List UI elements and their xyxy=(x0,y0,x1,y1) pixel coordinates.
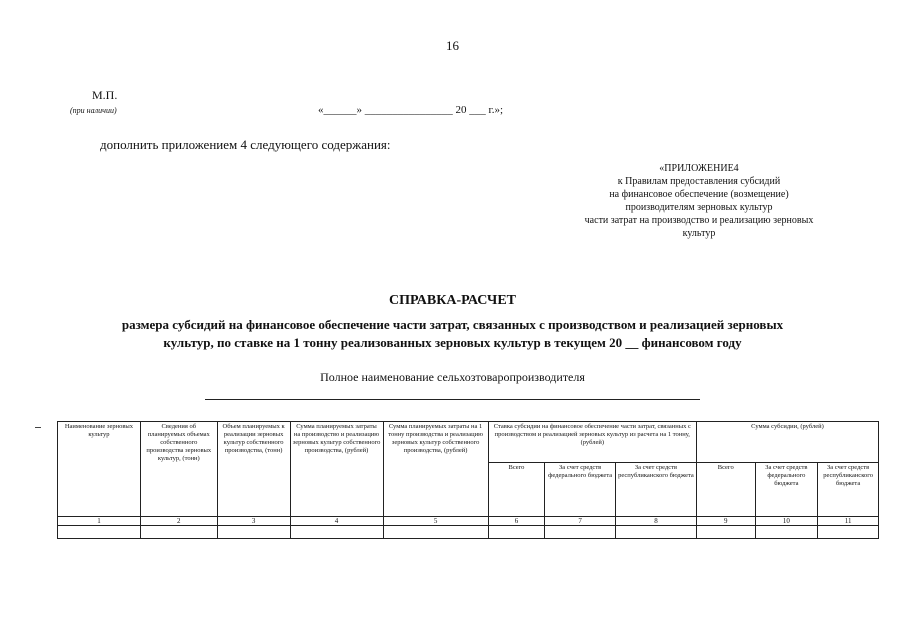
column-number: 10 xyxy=(755,517,818,526)
header-rate-total: Всего xyxy=(488,463,545,517)
header-sum-federal: За счет средств федерального бюджета xyxy=(755,463,818,517)
table-cell[interactable] xyxy=(290,526,383,539)
column-number: 11 xyxy=(818,517,879,526)
append-instruction: дополнить приложением 4 следующего содержания: xyxy=(100,137,391,152)
margin-mark xyxy=(35,427,41,428)
subtitle-line-1: размера субсидий на финансовое обеспечение части затрат, связанных с производством и реализацией зерновых xyxy=(121,317,784,332)
column-number: 8 xyxy=(616,517,697,526)
table-cell[interactable] xyxy=(545,526,616,539)
document-subtitle xyxy=(40,316,865,352)
appendix-line: производителям зерновых культур xyxy=(625,202,773,213)
header-sum-republic: За счет средств республиканского бюджета xyxy=(818,463,879,517)
appendix-header xyxy=(555,162,843,240)
column-number: 4 xyxy=(290,517,383,526)
table-cell[interactable] xyxy=(58,526,141,539)
producer-name-label: Полное наименование сельхозтоваропроизводителя xyxy=(320,370,585,384)
column-number: 6 xyxy=(488,517,545,526)
appendix-line: части затрат на производство и реализацию зерновых xyxy=(584,215,814,226)
table-cell[interactable] xyxy=(140,526,217,539)
table-cell[interactable] xyxy=(696,526,755,539)
appendix-line: на финансовое обеспечение (возмещение) xyxy=(609,189,789,200)
table-cell[interactable] xyxy=(383,526,488,539)
table-cell[interactable] xyxy=(488,526,545,539)
stamp-note: (при наличии) xyxy=(70,106,117,115)
header-planned-costs: Сумма планируемых затраты на производство и реализацию зерновых культур собственного производства, (рублей) xyxy=(290,422,383,517)
table-cell[interactable] xyxy=(217,526,290,539)
header-sum-total: Всего xyxy=(696,463,755,517)
header-planned-volume: Сведения об планируемых объемах собственного производства зерновых культур, (тонн) xyxy=(140,422,217,517)
column-number: 2 xyxy=(140,517,217,526)
appendix-line: «ПРИЛОЖЕНИЕ4 xyxy=(659,163,739,174)
header-rate-republic: За счет средств республиканского бюджета xyxy=(616,463,697,517)
producer-name-line[interactable] xyxy=(205,399,700,400)
header-rate-federal: За счет средств федерального бюджета xyxy=(545,463,616,517)
column-number: 5 xyxy=(383,517,488,526)
header-rate-group: Ставка субсидии на финансовое обеспечение части затрат, связанных с производством и реализацией зерновых культур из расчета на 1 тонну, (рублей) xyxy=(488,422,696,463)
header-cost-per-ton: Сумма планируемых затраты на 1 тонну производства и реализацию зерновых культур собственного производства, (рублей) xyxy=(383,422,488,517)
column-number-row xyxy=(58,517,879,526)
column-number: 1 xyxy=(58,517,141,526)
stamp-label: М.П. xyxy=(92,88,118,102)
header-crop-name: Наименование зерновых культур xyxy=(58,422,141,517)
table-cell[interactable] xyxy=(755,526,818,539)
table-row xyxy=(58,526,879,539)
date-line: «______» ________________ 20 ___ г.»; xyxy=(318,104,504,116)
subsidy-calculation-table xyxy=(57,421,879,539)
header-sum-group: Сумма субсидии, (рублей) xyxy=(696,422,878,463)
table-cell[interactable] xyxy=(818,526,879,539)
page-number: 16 xyxy=(446,38,459,53)
table-cell[interactable] xyxy=(616,526,697,539)
appendix-line: культур xyxy=(682,228,716,239)
header-planned-sales: Объем планируемых к реализации зерновых культур собственного производства, (тонн) xyxy=(217,422,290,517)
appendix-line: к Правилам предоставления субсидий xyxy=(617,176,781,187)
column-number: 7 xyxy=(545,517,616,526)
column-number: 9 xyxy=(696,517,755,526)
column-number: 3 xyxy=(217,517,290,526)
document-title: СПРАВКА-РАСЧЕТ xyxy=(388,293,517,308)
subtitle-line-2: культур, по ставке на 1 тонну реализованных зерновых культур в текущем 20 __ финансовом году xyxy=(163,335,742,350)
